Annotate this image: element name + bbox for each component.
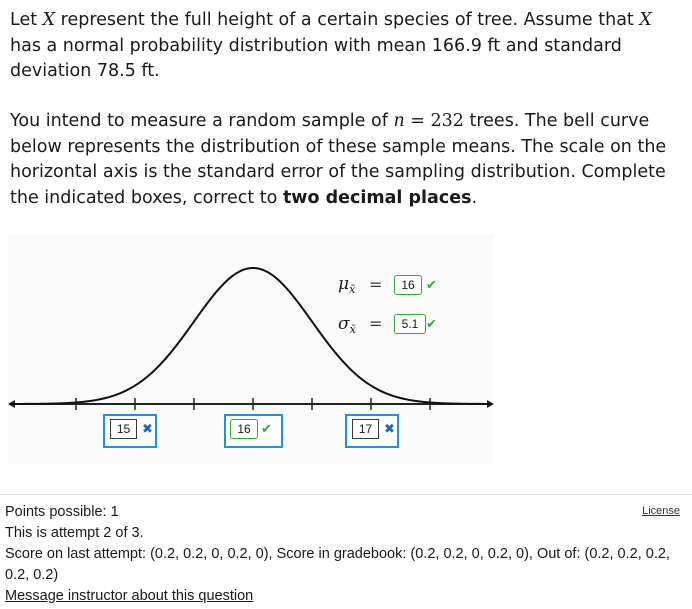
- sample-size: 232: [430, 111, 464, 131]
- var-x: X: [42, 10, 56, 30]
- question-footer: [0, 494, 692, 609]
- equals-sign: =: [369, 275, 383, 294]
- axis-answer-box-center[interactable]: 16: [230, 419, 258, 439]
- check-icon: ✔: [426, 317, 437, 332]
- sigma-xbar-label: $\sigma_{x̄}$: [338, 314, 356, 336]
- attempt-info: This is attempt 2 of 3.: [5, 525, 144, 541]
- question-paragraph-1: Let X represent the full height of a certain species of tree. Assume that X has a normal probability distribution with mean 166.9 ft and standard deviation 78.5 ft.: [10, 10, 652, 81]
- x-icon: ✖: [142, 422, 153, 437]
- check-icon: ✔: [261, 422, 272, 437]
- check-icon: ✔: [426, 278, 437, 293]
- axis-answer-box-left[interactable]: 15: [110, 419, 137, 439]
- points-possible: Points possible: 1: [5, 504, 119, 520]
- question-paragraph-2: You intend to measure a random sample of n = 232 trees. The bell curve below represents the distribution of these sample means. The scale on the horizontal axis is the standard error of the sampling distribution. Complete the indicated boxes, correct to two decimal places.: [10, 111, 667, 208]
- equals-sign: =: [369, 314, 383, 333]
- mu-xbar-label: $\mu_{x̄}$: [338, 274, 356, 296]
- emphasis: two decimal places: [282, 187, 472, 208]
- mean-answer-box[interactable]: 16: [394, 275, 422, 295]
- bell-curve-graph: [8, 234, 494, 464]
- score-info: Score on last attempt: (0.2, 0.2, 0, 0.2, 0), Score in gradebook: (0.2, 0.2, 0, 0.2, 0), Out of: (0.2, 0.2, 0.2, 0.2, 0.2): [5, 546, 670, 583]
- standard-error-answer-box[interactable]: 5.1: [394, 314, 426, 334]
- message-instructor-link[interactable]: Message instructor about this question: [5, 588, 254, 604]
- var-n: n: [393, 111, 405, 131]
- license-link[interactable]: License: [642, 505, 680, 517]
- axis-answer-box-right[interactable]: 17: [352, 419, 379, 439]
- x-icon: ✖: [384, 422, 395, 437]
- var-x: X: [639, 10, 652, 30]
